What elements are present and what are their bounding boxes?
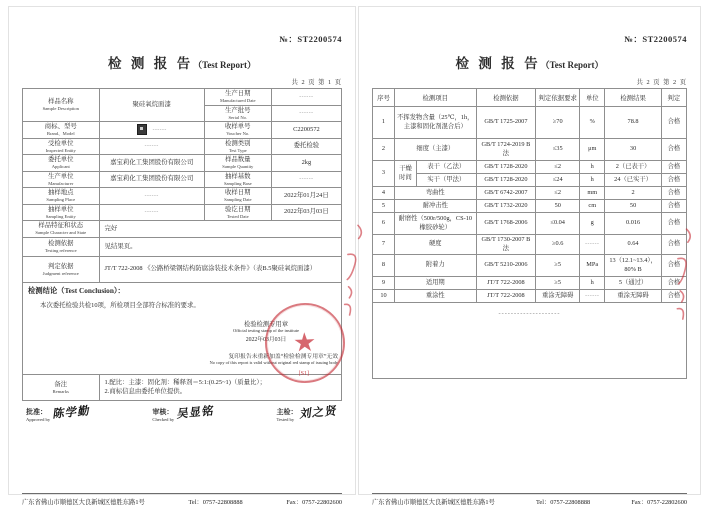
- table-row: [373, 213, 687, 235]
- result-cell: 合格: [661, 255, 686, 277]
- copy-validity-note: 复印报告未重新加盖“检验检测专用章”无效 No copy of this report is valid without original red stamp of issuing body: [209, 354, 338, 365]
- result-cell: 重涂无障碍: [536, 290, 580, 303]
- result-cell: ≥0.6: [536, 235, 580, 255]
- column-header: 检测项目: [394, 89, 476, 107]
- result-cell: ≥70: [536, 107, 580, 139]
- result-cell: 合格: [661, 187, 686, 200]
- result-cell: 重涂无障碍: [605, 290, 662, 303]
- sampling-date-value: 2022年01月24日: [271, 188, 341, 205]
- table-row: [373, 277, 687, 290]
- testing-reference-value: 见结果页。: [99, 238, 341, 257]
- result-cell: 50: [605, 200, 662, 213]
- page-title: 检 测 报 告（Test Report）: [107, 56, 257, 71]
- tested-by-block: 主检： Tested by 刘之贤: [276, 407, 338, 422]
- sampling-entity-value: ------: [99, 204, 204, 221]
- conclusion-body: 本次委托检验共检10项，所检项目全部符合标准的要求。: [40, 302, 200, 309]
- result-cell: 合格: [661, 161, 686, 174]
- table-row: [373, 107, 687, 139]
- checked-by-block: 审核： Checked by 吴显铭: [152, 407, 214, 422]
- result-cell: 重涂性: [394, 290, 476, 303]
- report-page-2: [358, 6, 701, 506]
- result-cell: 耐冲击性: [394, 200, 476, 213]
- judgment-reference-value: JT/T 722-2008 《公路桥梁钢结构防腐涂装技术条件》（表B.5聚硅氧烷面漆）: [99, 257, 341, 283]
- info-label-cell: 检测类别 Test Type: [204, 138, 271, 155]
- result-cell: JT/T 722-2008: [476, 277, 536, 290]
- result-cell: 8: [373, 255, 395, 277]
- result-cell: cm: [580, 200, 605, 213]
- table-row: [23, 257, 342, 283]
- table-row: [23, 122, 342, 139]
- report-number-value: ST2200574: [297, 34, 342, 44]
- result-cell: 4: [373, 187, 395, 200]
- result-cell: GB/T 1725-2007: [476, 107, 536, 139]
- table-row: [23, 283, 342, 375]
- result-cell: 实干（甲法）: [416, 174, 476, 187]
- sampling-base-value: ------: [271, 171, 341, 188]
- column-header: 单位: [580, 89, 605, 107]
- page-title-en: （Test Report）: [540, 60, 604, 70]
- table-row: [23, 138, 342, 155]
- info-label-cell: 验讫日期 Tested Date: [204, 204, 271, 221]
- red-annotation-mark: [669, 224, 696, 329]
- report-number: [22, 33, 342, 45]
- result-cell: μm: [580, 139, 605, 161]
- table-row: [373, 255, 687, 277]
- result-cell: 5: [373, 200, 395, 213]
- result-cell: 合格: [661, 277, 686, 290]
- result-cell: GB/T 5210-2006: [476, 255, 536, 277]
- test-conclusion-section: [23, 283, 342, 375]
- result-cell: 合格: [661, 235, 686, 255]
- result-cell: 7: [373, 235, 395, 255]
- page-title: 检 测 报 告（Test Report）: [455, 56, 604, 71]
- report-number-label: №：: [624, 34, 643, 44]
- table-row: [23, 188, 342, 205]
- result-cell: 合格: [661, 174, 686, 187]
- result-cell: 干燥时间: [394, 161, 416, 187]
- brand-logo: [137, 124, 147, 135]
- manufacturer-value: 嘉宝莉化工集团股份有限公司: [99, 171, 204, 188]
- table-row: [373, 235, 687, 255]
- page-footer: [372, 493, 687, 506]
- table-row: [373, 187, 687, 200]
- result-cell: GB/T 1768-2006: [476, 213, 536, 235]
- result-cell: GB/T 1728-2020: [476, 161, 536, 174]
- result-cell: 78.8: [605, 107, 662, 139]
- result-cell: GB/T 1732-2020: [476, 200, 536, 213]
- table-row: [23, 171, 342, 188]
- result-cell: 13（12.1~13.4），80% B: [605, 255, 662, 277]
- result-cell: 3: [373, 161, 395, 187]
- column-header: 检测依据: [476, 89, 536, 107]
- info-label-cell: 商标、型号 Brand、Model: [23, 122, 100, 139]
- footer-tel: Tel：0757-22808888: [536, 499, 591, 506]
- column-header: 判定依据要求: [536, 89, 580, 107]
- footer-address: 广东省佛山市顺德区大良新城区德胜东路1号: [372, 499, 495, 506]
- report-number: [372, 33, 687, 45]
- result-cell: 0.016: [605, 213, 662, 235]
- result-cell: h: [580, 174, 605, 187]
- result-cell: 附着力: [394, 255, 476, 277]
- footer-tel: Tel：0757-22808888: [188, 499, 243, 506]
- result-cell: ------: [580, 290, 605, 303]
- applicant-value: 嘉宝莉化工集团股份有限公司: [99, 155, 204, 172]
- result-cell: 耐磨性（500r/500g，CS-10橡胶砂轮）: [394, 213, 476, 235]
- brand-value: ------: [99, 122, 204, 139]
- result-cell: 适用期: [394, 277, 476, 290]
- info-label-cell: 生产批号 Serial No.: [204, 105, 271, 122]
- info-label-cell: 收样日期 Sampling Date: [204, 188, 271, 205]
- tested-date-value: 2022年03月03日: [271, 204, 341, 221]
- column-header: 判定: [661, 89, 686, 107]
- approved-by-signature: 陈学勤: [52, 405, 92, 421]
- test-type-value: 委托检验: [271, 138, 341, 155]
- result-cell: 合格: [661, 139, 686, 161]
- sample-character-value: 完好: [99, 221, 341, 238]
- info-label-cell: 检测依据 Testing reference: [23, 238, 100, 257]
- info-label-cell: 样品特征和状态 Sample Character and State: [23, 221, 100, 238]
- result-cell: 合格: [661, 107, 686, 139]
- table-row: [373, 161, 687, 174]
- table-row: [23, 89, 342, 106]
- table-row: [23, 204, 342, 221]
- info-label-cell: 抽样基数 Sampling Base: [204, 171, 271, 188]
- result-cell: 合格: [661, 290, 686, 303]
- result-cell: ≥5: [536, 255, 580, 277]
- result-cell: 6: [373, 213, 395, 235]
- remarks-label-cell: 备注 Remarks: [23, 375, 100, 401]
- info-label-cell: 抽样单位 Sampling Entity: [23, 204, 100, 221]
- result-cell: ≥5: [536, 277, 580, 290]
- result-cell: JT/T 722-2008: [476, 290, 536, 303]
- footer-fax: Fax：0757-22802600: [286, 499, 342, 506]
- info-label-cell: 生产单位 Manufacturer: [23, 171, 100, 188]
- report-number-label: №：: [279, 34, 298, 44]
- table-row: [373, 174, 687, 187]
- info-label-cell: 判定依据 Judgment reference: [23, 257, 100, 283]
- stamp-star-icon: ★: [292, 327, 318, 358]
- info-label-cell: 收样单号 Voucher No.: [204, 122, 271, 139]
- column-header: 检测结果: [605, 89, 662, 107]
- info-label-cell: 生产日期 Manufactured Date: [204, 89, 271, 106]
- result-cell: ≤35: [536, 139, 580, 161]
- table-row: [23, 238, 342, 257]
- remarks-value: 1.配比：主漆：固化剂：稀释剂＝5:1:(0.25~1)（质量比）； 2.商标信息由委托单位提供。: [99, 375, 341, 401]
- result-cell: ≤2: [536, 161, 580, 174]
- info-label-cell: 委托单位 Applicant: [23, 155, 100, 172]
- table-row: [373, 303, 687, 379]
- result-cell: 2: [373, 139, 395, 161]
- result-cell: 9: [373, 277, 395, 290]
- page-count-note: 共 2 页 第 2 页: [636, 79, 687, 86]
- result-cell: 合格: [661, 200, 686, 213]
- result-cell: 50: [536, 200, 580, 213]
- result-cell: 5（通过）: [605, 277, 662, 290]
- column-header: 序号: [373, 89, 395, 107]
- sample-quantity-value: 2kg: [271, 155, 341, 172]
- conclusion-title: 检测结论（Test Conclusion）：: [28, 286, 125, 295]
- result-cell: 2（已表干）: [605, 161, 662, 174]
- table-row: [23, 221, 342, 238]
- result-cell: ≤24: [536, 174, 580, 187]
- voucher-no-value: C2200572: [271, 122, 341, 139]
- approved-by-block: 批准： Approved by 陈学勤: [26, 407, 91, 422]
- info-label-cell: 受检单位 Inspected Entity: [23, 138, 100, 155]
- sample-name-value: 聚硅氧烷面漆: [99, 89, 204, 122]
- signature-row: [22, 407, 342, 422]
- results-table: [372, 88, 687, 379]
- result-cell: GB/T 1728-2020: [476, 174, 536, 187]
- inspected-entity-value: ------: [99, 138, 204, 155]
- result-cell: 不挥发物含量（25℃，1h，主漆和固化剂混合后）: [394, 107, 476, 139]
- result-cell: 10: [373, 290, 395, 303]
- result-cell: mm: [580, 187, 605, 200]
- result-cell: GB/T 1724-2019 B法: [476, 139, 536, 161]
- footer-fax: Fax：0757-22802600: [631, 499, 687, 506]
- page-footer: [22, 493, 342, 506]
- table-row: [373, 139, 687, 161]
- checked-by-signature: 吴显铭: [176, 405, 216, 421]
- table-row: [373, 200, 687, 213]
- stamp-caption: 检验检测专用章 Official testing stamp of the institute 2022年03月03日: [232, 321, 299, 343]
- result-cell: 30: [605, 139, 662, 161]
- stamp-tag: [S1]: [298, 371, 309, 377]
- result-cell: MPa: [580, 255, 605, 277]
- result-cell: %: [580, 107, 605, 139]
- table-row: [23, 155, 342, 172]
- result-cell: 1: [373, 107, 395, 139]
- report-page-1: [8, 6, 356, 506]
- result-cell: 24（已实干）: [605, 174, 662, 187]
- table-row: [373, 290, 687, 303]
- mfg-date-value: ------: [271, 89, 341, 106]
- result-cell: h: [580, 161, 605, 174]
- result-cell: ≤0.04: [536, 213, 580, 235]
- result-cell: ≤2: [536, 187, 580, 200]
- result-cell: 表干（乙法）: [416, 161, 476, 174]
- results-header-row: [373, 89, 687, 107]
- result-cell: 弯曲性: [394, 187, 476, 200]
- page-count-note: 共 2 页 第 1 页: [291, 79, 342, 86]
- report-number-value: ST2200574: [642, 34, 687, 44]
- result-cell: 细度（主漆）: [394, 139, 476, 161]
- result-cell: ------: [580, 235, 605, 255]
- sampling-place-value: ------: [99, 188, 204, 205]
- info-label-cell: 样品名称 Sample Description: [23, 89, 100, 122]
- serial-no-value: ------: [271, 105, 341, 122]
- result-cell: 2: [605, 187, 662, 200]
- result-cell: 合格: [661, 213, 686, 235]
- tested-by-signature: 刘之贤: [299, 405, 339, 421]
- info-label-cell: 样品数量 Sample Quantity: [204, 155, 271, 172]
- page-title-en: （Test Report）: [193, 60, 257, 70]
- footer-address: 广东省佛山市顺德区大良新城区德胜东路1号: [22, 499, 145, 506]
- end-of-results-marker: --------------------: [498, 310, 561, 317]
- info-label-cell: 抽样地点 Sampling Place: [23, 188, 100, 205]
- result-cell: h: [580, 277, 605, 290]
- sample-info-table: [22, 88, 342, 401]
- result-cell: g: [580, 213, 605, 235]
- result-cell: 硬度: [394, 235, 476, 255]
- end-of-results-cell: [373, 303, 687, 379]
- result-cell: 0.64: [605, 235, 662, 255]
- result-cell: GB/T 1730-2007 B法: [476, 235, 536, 255]
- result-cell: GB/T 6742-2007: [476, 187, 536, 200]
